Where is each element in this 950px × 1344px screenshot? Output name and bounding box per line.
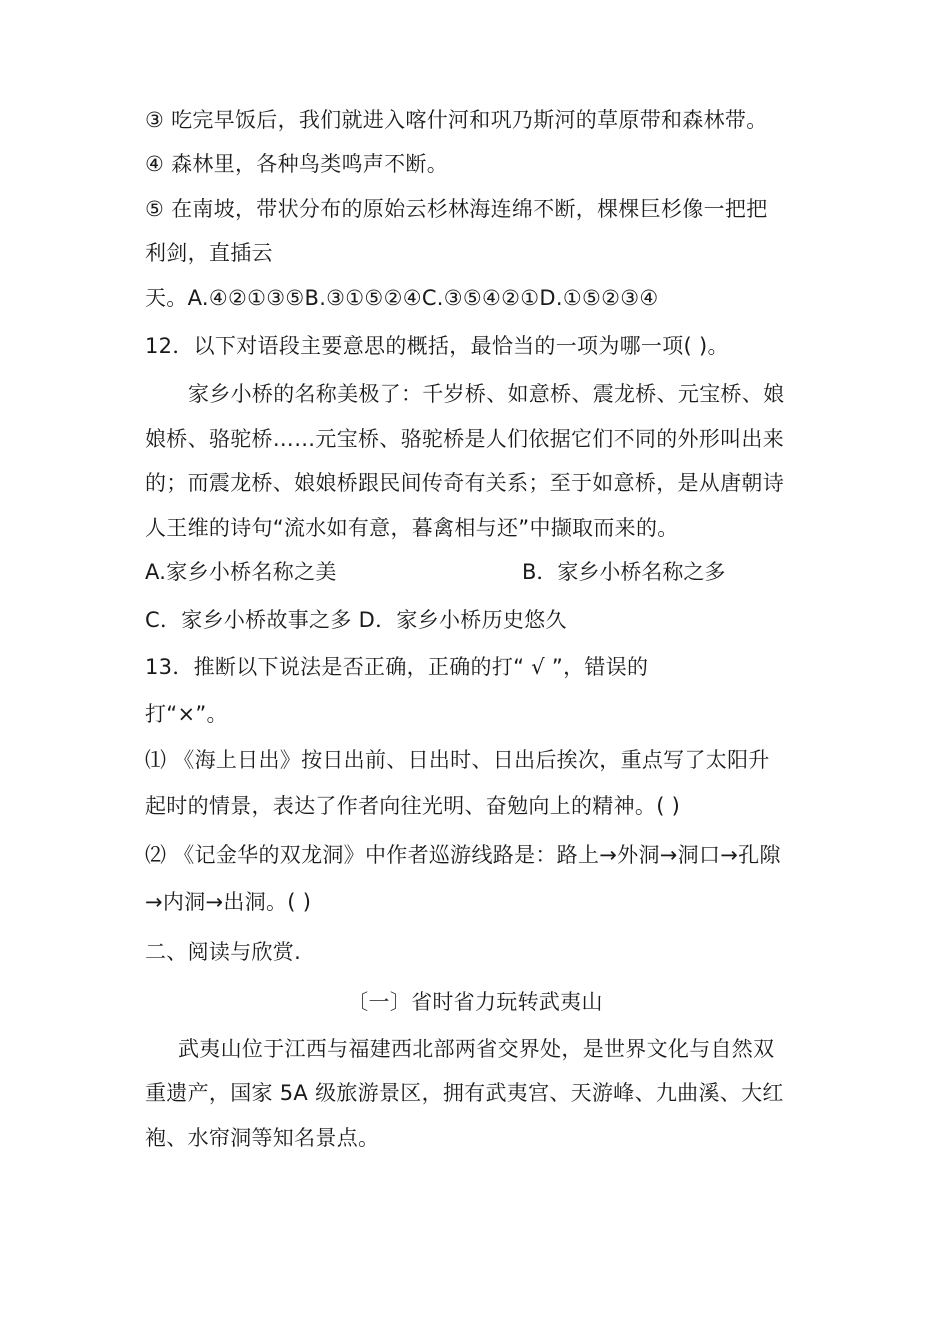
passage-line-2: 娘桥、骆驼桥……元宝桥、骆驼桥是人们依据它们不同的外形叫出来 (145, 427, 784, 451)
section-2-heading: 二、阅读与欣赏. (145, 940, 302, 964)
sentence-5: ⑤ 在南坡，带状分布的原始云杉林海连绵不断，棵棵巨杉像一把把 (145, 197, 768, 221)
article-line-2: 重遗产，国家 5A 级旅游景区，拥有武夷宫、天游峰、九曲溪、大红 (145, 1081, 784, 1105)
statement-2-cont: →内洞→出洞。( ) (145, 890, 312, 914)
sentence-4: ④ 森林里，各种鸟类鸣声不断。 (145, 152, 449, 176)
option-b: B．家乡小桥名称之多 (522, 560, 726, 584)
sentence-3: ③ 吃完早饭后，我们就进入喀什河和巩乃斯河的草原带和森林带。 (145, 108, 768, 132)
options-c-d: C．家乡小桥故事之多 D．家乡小桥历史悠久 (145, 608, 567, 632)
question-13-title-cont: 打“×”。 (145, 702, 228, 726)
question-13-title: 13．推断以下说法是否正确，正确的打“ √ ”，错误的 (145, 655, 649, 679)
question-11-options: 天。A.④②①③⑤B.③①⑤②④C.③⑤④②①D.①⑤②③④ (145, 286, 659, 310)
article-line-1: 武夷山位于江西与福建西北部两省交界处，是世界文化与自然双 (178, 1037, 775, 1061)
article-title: 〔一〕省时省力玩转武夷山 (347, 990, 603, 1014)
sentence-5-cont: 利剑，直插云 (145, 241, 273, 265)
passage-line-3: 的；而震龙桥、娘娘桥跟民间传奇有关系；至于如意桥，是从唐朝诗 (145, 471, 784, 495)
passage-line-4: 人王维的诗句“流水如有意，暮禽相与还”中撷取而来的。 (145, 516, 679, 540)
passage-line-1: 家乡小桥的名称美极了：千岁桥、如意桥、震龙桥、元宝桥、娘 (188, 382, 785, 406)
statement-1-cont: 起时的情景，表达了作者向往光明、奋勉向上的精神。( ) (145, 794, 681, 818)
article-line-3: 袍、水帘洞等知名景点。 (145, 1126, 380, 1150)
question-12-title: 12．以下对语段主要意思的概括，最恰当的一项为哪一项( )。 (145, 334, 729, 358)
option-a: A.家乡小桥名称之美 (145, 560, 337, 584)
statement-2: ⑵ 《记金华的双龙洞》中作者巡游线路是：路上→外洞→洞口→孔隙 (145, 843, 781, 867)
statement-1: ⑴ 《海上日出》按日出前、日出时、日出后挨次，重点写了太阳升 (145, 748, 770, 772)
